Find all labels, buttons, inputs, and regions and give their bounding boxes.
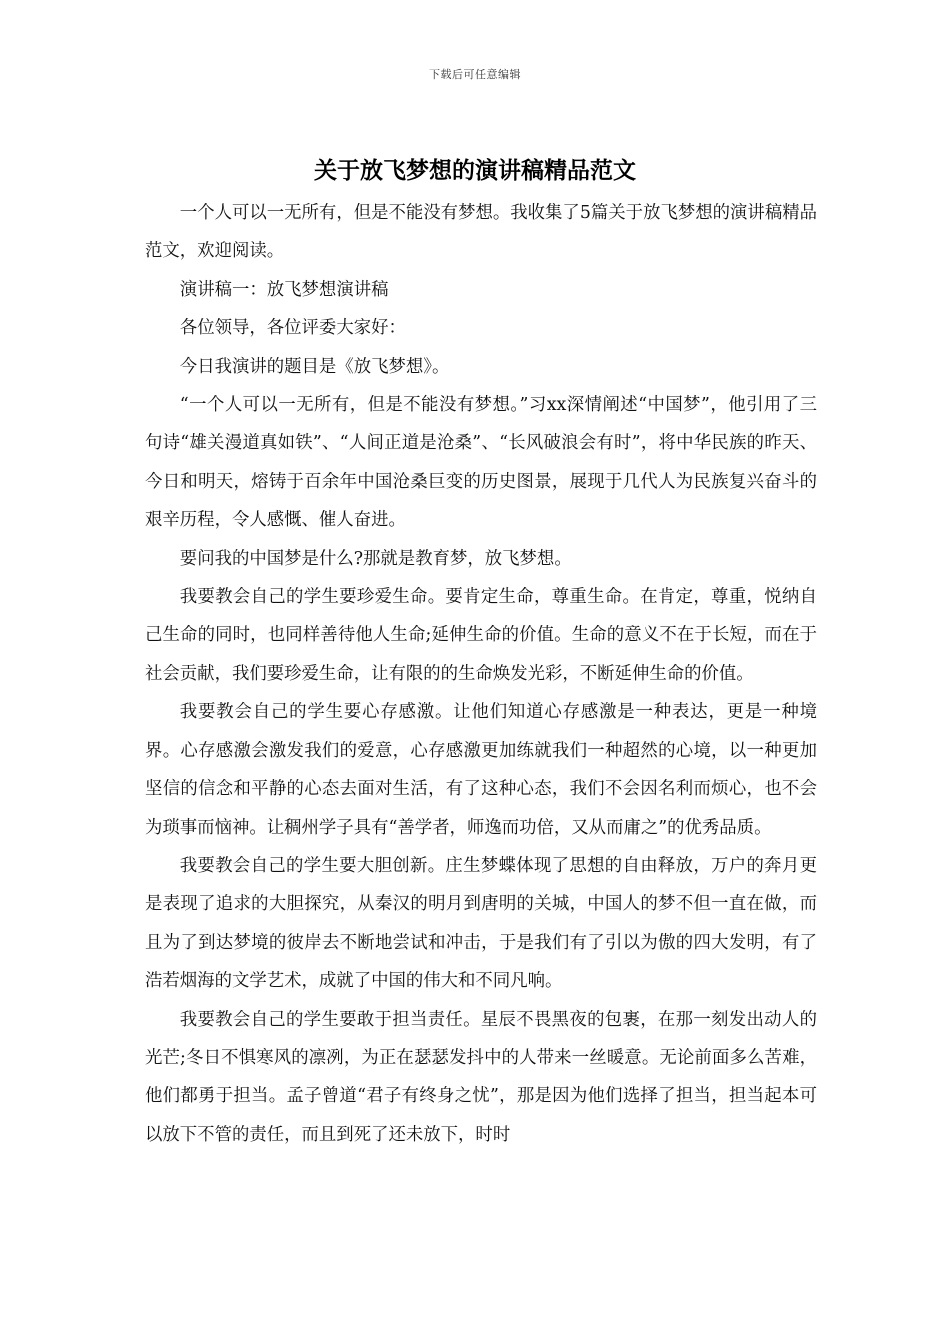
paragraph: 我要教会自己的学生要敢于担当责任。星辰不畏黑夜的包裹，在那一刻发出动人的光芒;冬日不惧寒风的凛冽，为正在瑟瑟发抖中的人带来一丝暖意。无论前面多么苦难，他们都勇于担当。孟子曾道“君子有终身之忧”，那是因为他们选择了担当，担当起本可以放下不管的责任，而且到死了还未放下，时时 [145, 1009, 817, 1145]
document-body [145, 194, 817, 1154]
paragraph: “一个人可以一无所有，但是不能没有梦想。”习xx深情阐述“中国梦”，他引用了三句诗“雄关漫道真如铁”、“人间正道是沧桑”、“长风破浪会有时”，将中华民族的昨天、今日和明天，熔铸于百余年中国沧桑巨变的历史图景，展现于几代人为民族复兴奋斗的艰辛历程，令人感慨、催人奋进。 [145, 395, 817, 531]
paragraph: 我要教会自己的学生要大胆创新。庄生梦蝶体现了思想的自由释放，万户的奔月更是表现了追求的大胆探究，从秦汉的明月到唐明的关城，中国人的梦不但一直在做，而且为了到达梦境的彼岸去不断地尝试和冲击，于是我们有了引以为傲的四大发明，有了浩若烟海的文学艺术，成就了中国的伟大和不同凡响。 [145, 855, 817, 992]
paragraph: 各位领导，各位评委大家好： [179, 318, 406, 339]
paragraph: 演讲稿一：放飞梦想演讲稿 [179, 279, 389, 300]
paragraph: 今日我演讲的题目是《放飞梦想》。 [179, 356, 450, 377]
paragraph: 要问我的中国梦是什么?那就是教育梦，放飞梦想。 [179, 548, 572, 569]
paragraph: 一个人可以一无所有，但是不能没有梦想。我收集了5篇关于放飞梦想的演讲稿精品范文，欢迎阅读。 [145, 203, 817, 262]
paragraph: 我要教会自己的学生要心存感激。让他们知道心存感激是一种表达，更是一种境界。心存感激会激发我们的爱意，心存感激更加练就我们一种超然的心境，以一种更加坚信的信念和平静的心态去面对生活，有了这种心态，我们不会因名利而烦心，也不会为琐事而恼神。让稠州学子具有“善学者，师逸而功倍，又从而庸之”的优秀品质。 [145, 702, 817, 838]
document-title: 关于放飞梦想的演讲稿精品范文 [314, 157, 636, 184]
page-header-note: 下载后可任意编辑 [429, 68, 521, 81]
paragraph: 我要教会自己的学生要珍爱生命。要肯定生命，尊重生命。在肯定，尊重，悦纳自己生命的同时，也同样善待他人生命;延伸生命的价值。生命的意义不在于长短，而在于社会贡献，我们要珍爱生命，让有限的的生命焕发光彩，不断延伸生命的价值。 [145, 587, 817, 684]
